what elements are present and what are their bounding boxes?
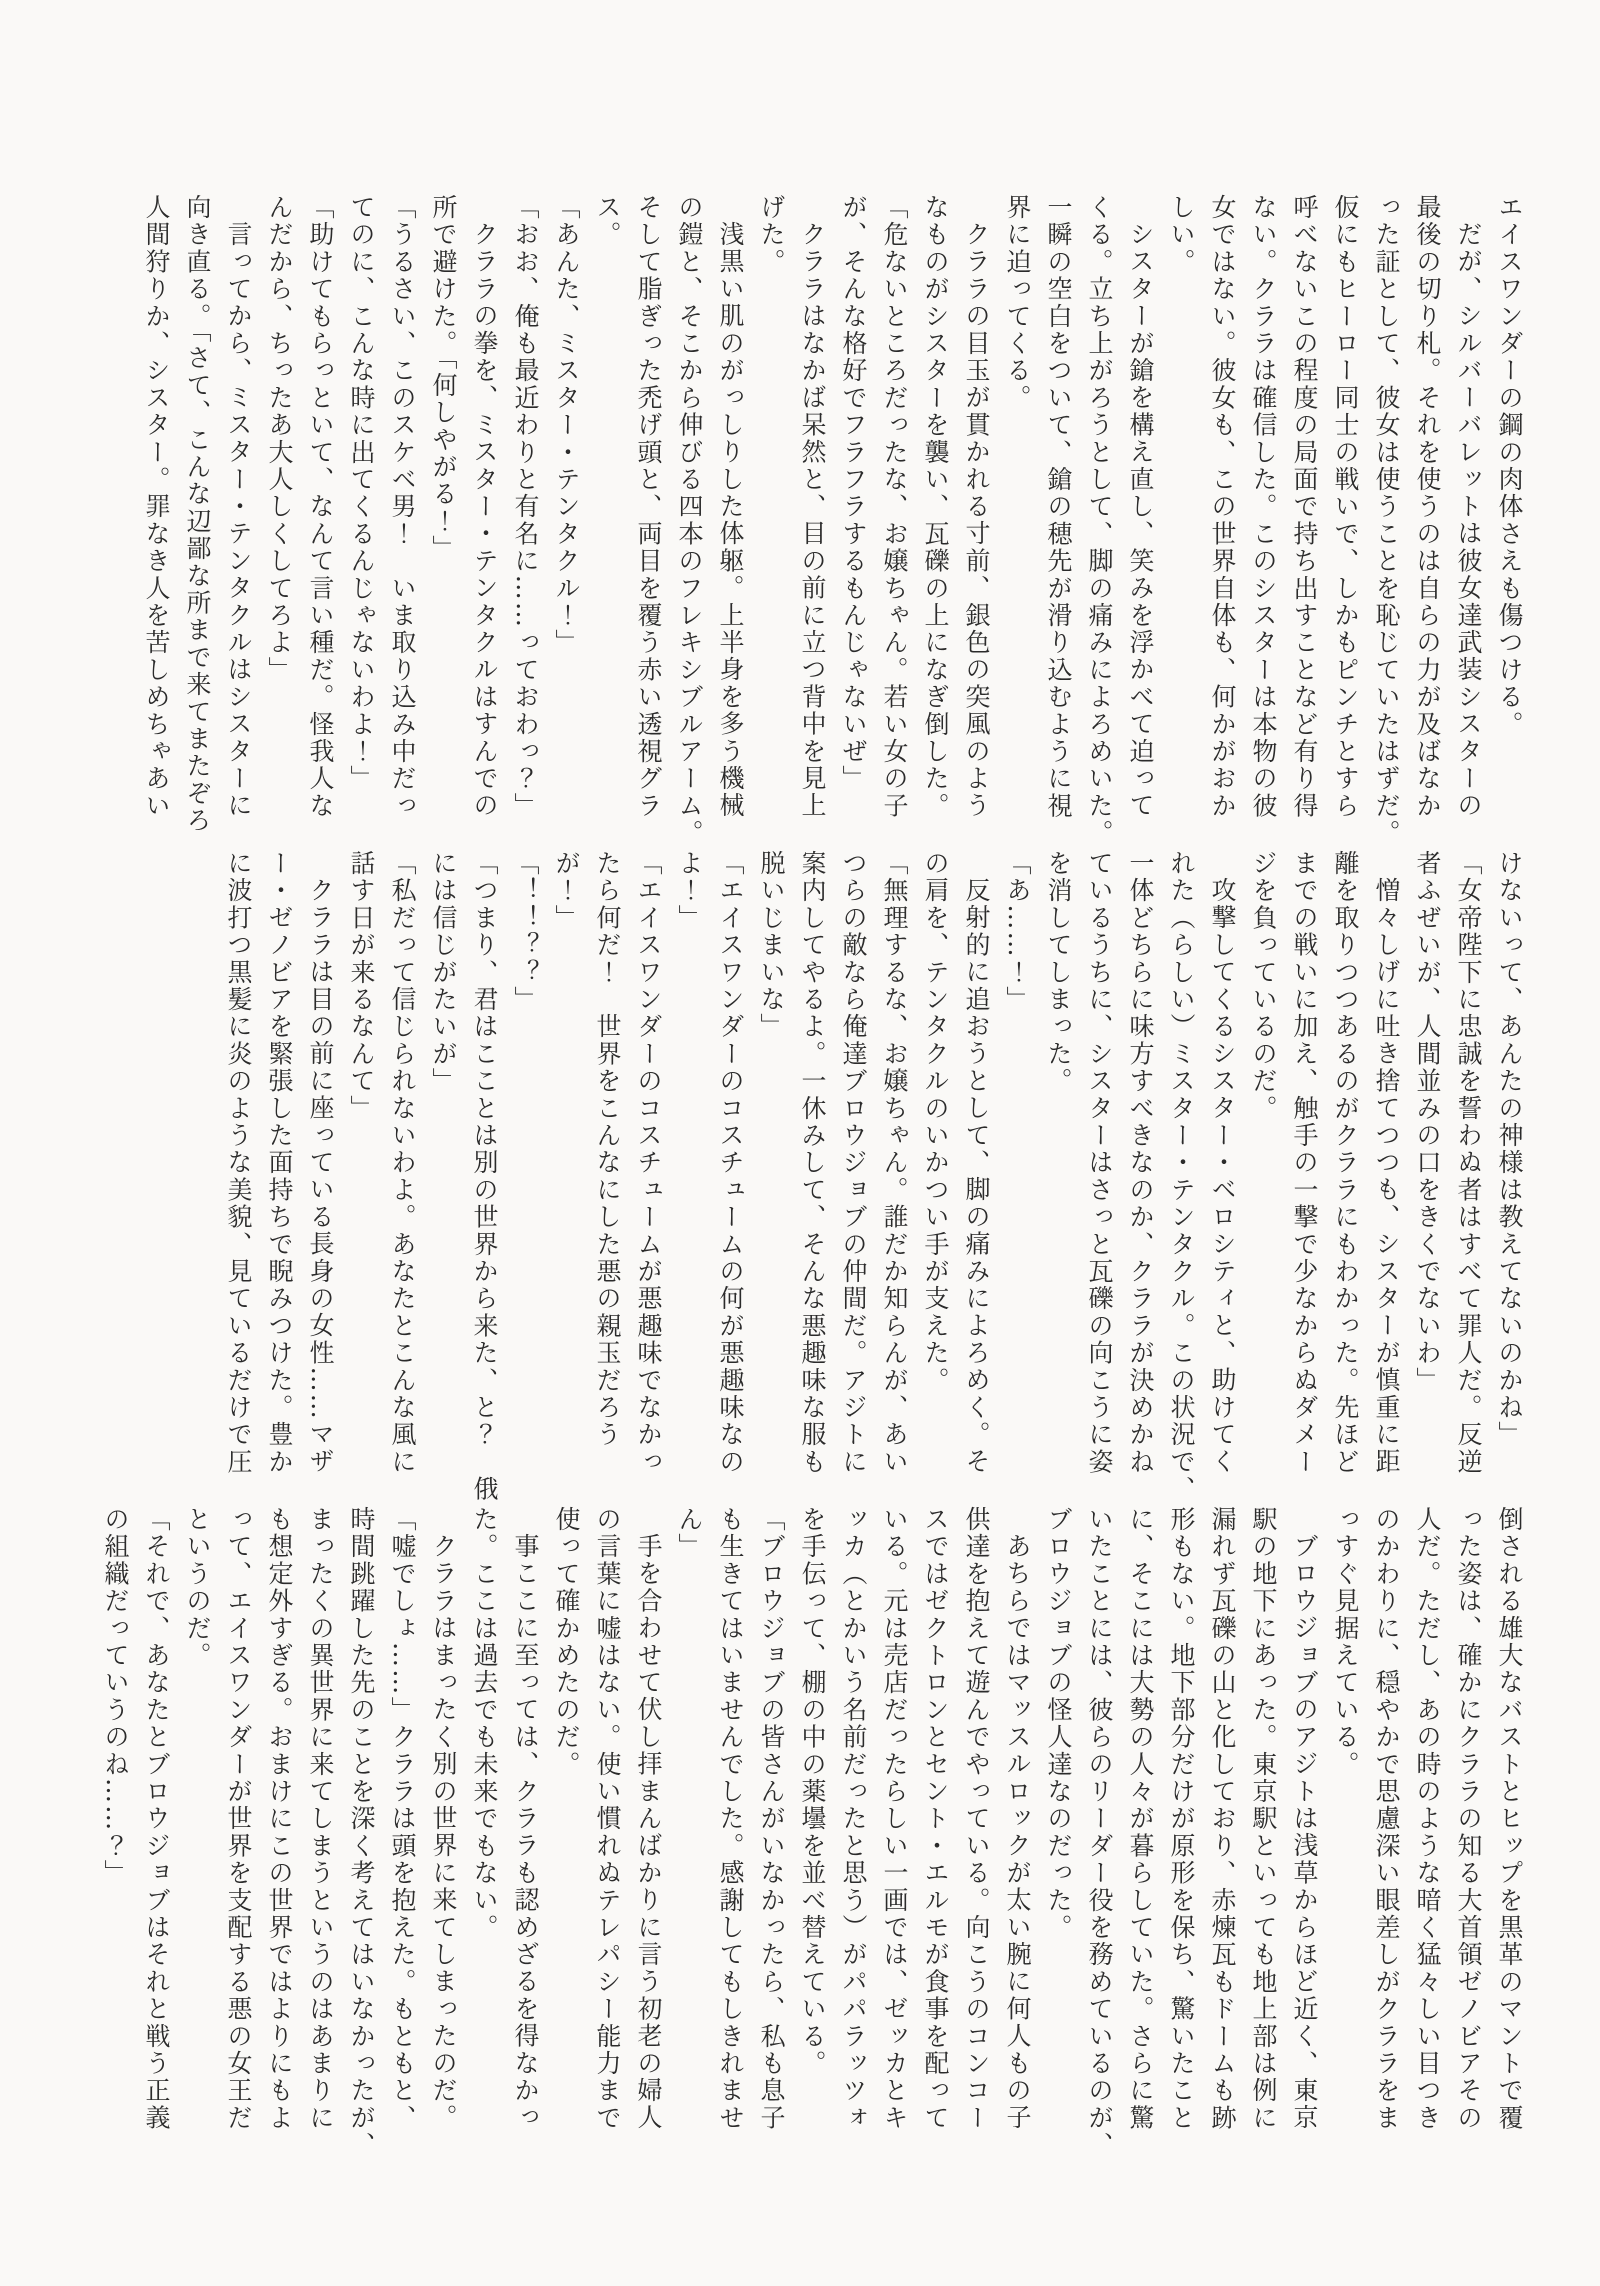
text-column: 「助けてもらっといて、なんて言い種だ。怪我人な (306, 194, 335, 820)
text-column: を消してしまった。 (1044, 850, 1073, 1095)
text-column: に、そこには大勢の人々が暮らしていた。さらに驚 (1126, 1506, 1155, 2132)
text-column: のかわりに、穏やかで思慮深い眼差しがクララをま (1372, 1506, 1401, 2132)
text-column: クララの目玉が貫かれる寸前、銀色の突風のよう (962, 221, 991, 820)
text-column: 「それで、あなたとブロウジョブはそれと戦う正義 (142, 1506, 171, 2132)
text-column: に波打つ黒髪に炎のような美貌、見ているだけで圧 (224, 850, 253, 1476)
text-column: 女ではない。彼女も、この世界自体も、何かがおか (1208, 194, 1237, 820)
text-column: 言ってから、ミスター・テンタクルはシスターに (224, 221, 253, 820)
text-column: 「エイスワンダーのコスチュームが悪趣味でなかっ (634, 850, 663, 1476)
text-column: の肩を、テンタクルのいかつい手が支えた。 (921, 850, 950, 1394)
text-column: の鎧と、そこから伸びる四本のフレキシブルアーム。 (675, 194, 704, 847)
text-column: ん」 (675, 1506, 704, 1561)
text-column: れた（らしい）ミスター・テンタクル。この状況で、 (1167, 850, 1196, 1503)
text-column: 話す日が来るなんて」 (347, 850, 376, 1122)
text-column: しい。 (1167, 194, 1196, 276)
text-column: てのに、こんな時に出てくるんじゃないわよ！」 (347, 194, 376, 793)
text-column: たら何だ！ 世界をこんなにした悪の親玉だろう (593, 850, 622, 1449)
text-column: 一体どちらに味方すべきなのか、クララが決めかね (1126, 850, 1155, 1476)
text-column: た。ここは過去でも未来でもない。 (470, 1506, 499, 1942)
text-column: 案内してやるよ。一休みして、そんな悪趣味な服も (798, 850, 827, 1476)
text-column: 漏れず瓦礫の山と化しており、赤煉瓦もドームも跡 (1208, 1506, 1237, 2132)
text-column: 駅の地下にあった。東京駅といっても地上部は例に (1249, 1506, 1278, 2132)
text-column: 倒される雄大なバストとヒップを黒革のマントで覆 (1495, 1506, 1524, 2132)
text-column: 呼べないこの程度の局面で持ち出すことなど有り得 (1290, 194, 1319, 820)
text-column: けないって、あんたの神様は教えてないのかね」 (1495, 850, 1524, 1449)
text-column: クララはまったく別の世界に来てしまったのだ。 (429, 1533, 458, 2132)
text-column: よ！」 (675, 850, 704, 932)
text-column: 者ふぜいが、人間並みの口をきくでないわ」 (1413, 850, 1442, 1394)
text-column: 「あんた、ミスター・テンタクル！」 (552, 194, 581, 657)
text-band-3 (92, 1506, 1530, 2158)
text-column: 「あ……！」 (1003, 850, 1032, 1014)
text-column: 離を取りつつあるのがクララにもわかった。先ほど (1331, 850, 1360, 1476)
text-column: というのだ。 (183, 1506, 212, 1670)
text-column: った姿は、確かにクララの知る大首領ゼノビアその (1454, 1506, 1483, 2132)
text-column: あちらではマッスルロックが太い腕に何人もの子 (1003, 1533, 1032, 2132)
text-column: 憎々しげに吐き捨てつつも、シスターが慎重に距 (1372, 877, 1401, 1476)
text-column: 「危ないところだったな、お嬢ちゃん。若い女の子 (880, 194, 909, 820)
text-column: ブロウジョブのアジトは浅草からほど近く、東京 (1290, 1533, 1319, 2132)
text-column: も想定外すぎる。おまけにこの世界ではよりにもよ (265, 1506, 294, 2132)
text-column: 仮にもヒーロー同士の戦いで、しかもピンチとすら (1331, 194, 1360, 820)
text-column: んだから、ちったあ大人しくしてろよ」 (265, 194, 294, 684)
text-column: ているうちに、シスターはさっと瓦礫の向こうに姿 (1085, 850, 1114, 1476)
text-column: を手伝って、棚の中の薬壜を並べ替えている。 (798, 1506, 827, 2078)
text-column: が、そんな格好でフラフラするもんじゃないぜ」 (839, 194, 868, 793)
text-column: そして脂ぎった禿げ頭と、両目を覆う赤い透視グラ (634, 194, 663, 820)
text-column: った証として、彼女は使うことを恥じていたはずだ。 (1372, 194, 1401, 847)
text-column: 最後の切り札。それを使うのは自らの力が及ばなか (1413, 194, 1442, 820)
text-column: 供達を抱えて遊んでやっている。向こうのコンコー (962, 1506, 991, 2132)
text-column: 「！！？？」 (511, 850, 540, 1014)
text-column: 界に迫ってくる。 (1003, 194, 1032, 412)
text-column: 「嘘でしょ……」クララは頭を抱えた。もともと、 (388, 1506, 417, 2132)
text-column: が！」 (552, 850, 581, 932)
text-column: クララはなかば呆然と、目の前に立つ背中を見上 (798, 221, 827, 820)
text-column: の言葉に嘘はない。使い慣れぬテレパシー能力まで (593, 1506, 622, 2132)
text-band-1 (92, 194, 1530, 846)
text-column: までの戦いに加え、触手の一撃で少なからぬダメー (1290, 850, 1319, 1476)
text-column: 「おお、俺も最近わりと有名に……っておわっ？」 (511, 194, 540, 820)
text-column: 「エイスワンダーのコスチュームの何が悪趣味なの (716, 850, 745, 1476)
text-column: スではゼクトロンとセント・エルモが食事を配って (921, 1506, 950, 2132)
text-column: ジを負っているのだ。 (1249, 850, 1278, 1122)
text-column: くる。立ち上がろうとして、脚の痛みによろめいた。 (1085, 194, 1114, 847)
text-column: なものがシスターを襲い、瓦礫の上になぎ倒した。 (921, 194, 950, 820)
text-column: いる。元は売店だったらしい一画では、ゼッカとキ (880, 1506, 909, 2132)
text-column: 「無理するな、お嬢ちゃん。誰だか知らんが、あい (880, 850, 909, 1476)
text-column: 事ここに至っては、クララも認めざるを得なかっ (511, 1533, 540, 2132)
text-column: も生きてはいませんでした。感謝してもしきれませ (716, 1506, 745, 2132)
text-column: 「ブロウジョブの皆さんがいなかったら、私も息子 (757, 1506, 786, 2132)
text-column: 使って確かめたのだ。 (552, 1506, 581, 1778)
text-column: まったくの異世界に来てしまうというのはあまりに (306, 1506, 335, 2132)
text-column: げた。 (757, 194, 786, 276)
text-column: 攻撃してくるシスター・ベロシティと、助けてく (1208, 877, 1237, 1476)
text-column: っすぐ見据えている。 (1331, 1506, 1360, 1778)
text-band-2 (92, 850, 1530, 1502)
text-column: 「うるさい、このスケベ男！ いま取り込み中だっ (388, 194, 417, 820)
text-column: 脱いじまいな」 (757, 850, 786, 1041)
text-column: クララは目の前に座っている長身の女性……マザ (306, 877, 335, 1476)
text-column: 「女帝陛下に忠誠を誓わぬ者はすべて罪人だ。反逆 (1454, 850, 1483, 1476)
text-column: 形もない。地下部分だけが原形を保ち、驚いたこと (1167, 1506, 1196, 2132)
text-column: 向き直る。「さて、こんな辺鄙な所まで来てまたぞろ (183, 194, 212, 835)
text-column: 手を合わせて伏し拝まんばかりに言う初老の婦人 (634, 1533, 663, 2132)
text-column: の組織だっていうのね……？」 (101, 1506, 130, 1887)
text-column: ない。クララは確信した。このシスターは本物の彼 (1249, 194, 1278, 820)
text-column: って、エイスワンダーが世界を支配する悪の女王だ (224, 1506, 253, 2132)
text-column: 時間跳躍した先のことを深く考えてはいなかったが、 (347, 1506, 376, 2159)
text-column: ブロウジョブの怪人達なのだった。 (1044, 1506, 1073, 1942)
text-column: クララの拳を、ミスター・テンタクルはすんでの (470, 221, 499, 820)
text-column: ッカ（とかいう名前だったと思う）がパパラッツォ (839, 1506, 868, 2132)
text-column: 所で避けた。「何しやがる！」 (429, 194, 458, 563)
text-column: ス。 (593, 194, 622, 249)
text-column: シスターが鎗を構え直し、笑みを浮かべて迫って (1126, 221, 1155, 820)
text-column: には信じがたいが」 (429, 850, 458, 1095)
text-column: 人だ。ただし、あの時のような暗く猛々しい目つき (1413, 1506, 1442, 2132)
text-column: 浅黒い肌のがっしりした体躯。上半身を多う機械 (716, 221, 745, 820)
text-column: だが、シルバーバレットは彼女達武装シスターの (1454, 221, 1483, 820)
text-column: ー・ゼノビアを緊張した面持ちで睨みつけた。豊か (265, 850, 294, 1476)
text-column: 反射的に追おうとして、脚の痛みによろめく。そ (962, 877, 991, 1476)
text-column: 「私だって信じられないわよ。あなたとこんな風に (388, 850, 417, 1476)
text-column: いたことには、彼らのリーダー役を務めているのが、 (1085, 1506, 1114, 2159)
text-column: つらの敵なら俺達ブロウジョブの仲間だ。アジトに (839, 850, 868, 1476)
text-column: 「つまり、君はこことは別の世界から来た、と？ 俄 (470, 850, 499, 1503)
text-column: エイスワンダーの鋼の肉体さえも傷つける。 (1495, 194, 1524, 738)
text-column: 一瞬の空白をついて、鎗の穂先が滑り込むように視 (1044, 194, 1073, 820)
text-column: 人間狩りか、シスター。罪なき人を苦しめちゃあい (142, 194, 171, 820)
